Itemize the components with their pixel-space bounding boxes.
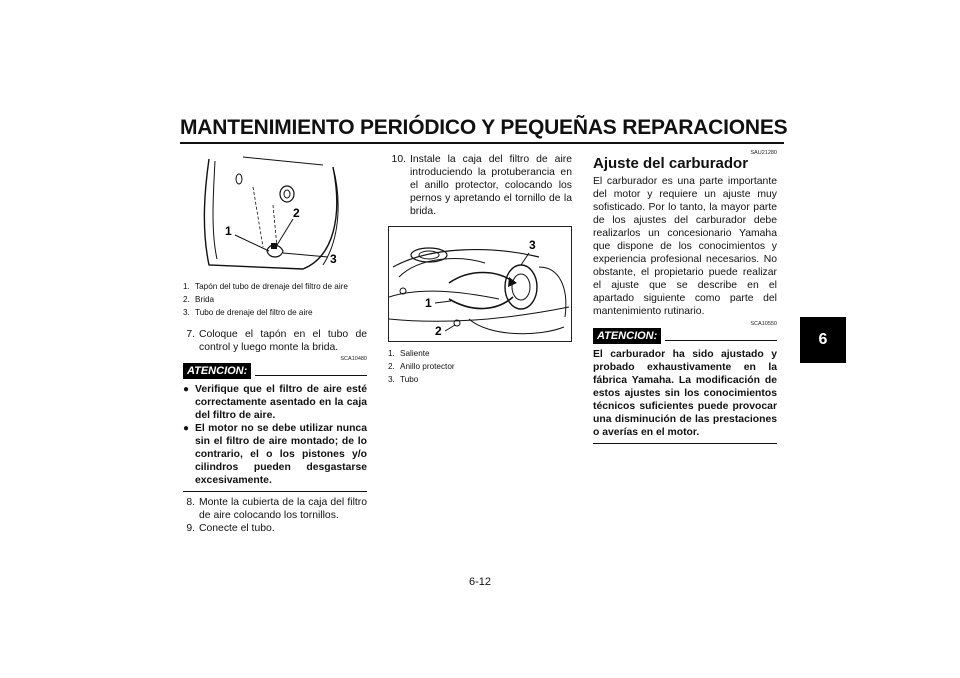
step-9: 9. Conecte el tubo. [186, 523, 275, 534]
callout-1: 1 [425, 296, 432, 310]
callout-3: 3 [529, 238, 536, 252]
callout-2: 2 [435, 324, 442, 338]
attention-end-rule [183, 491, 367, 492]
callout-2: 2 [293, 206, 300, 220]
attention-bullet: ● El motor no se debe utilizar nunca sin el filtro de aire montado; de lo contrario, el o los pistones y/o cilindros pueden desgastarse excesivamente. [183, 423, 367, 486]
attention-bullet: ● Verifique que el filtro de aire esté correctamente asentado en la caja del filtro de aire. [183, 384, 367, 421]
bullet-icon: ● [183, 423, 190, 434]
attention-code: SCA10550 [750, 321, 777, 327]
page-header-title: MANTENIMIENTO PERIÓDICO Y PEQUEÑAS REPARACIONES [180, 116, 788, 139]
chapter-tab: 6 [800, 317, 846, 363]
figure-legend [183, 280, 367, 319]
legend-item: 2. Brida [183, 295, 215, 304]
legend-item: 1. Tapón del tubo de drenaje del filtro de aire [183, 282, 348, 291]
attention-header [593, 327, 777, 344]
figure-air-filter-drain [183, 147, 367, 319]
callout-3: 3 [330, 252, 337, 266]
page-number: 6-12 [468, 576, 492, 588]
section-code: SAU21280 [750, 150, 777, 156]
step-10: 10. Instale la caja del filtro de aire introduciendo la protuberancia en el anillo protector, colocando los pernos y apretando el tornillo de la brida. [391, 154, 572, 217]
legend-item: 1. Saliente [388, 349, 430, 358]
legend-item: 3. Tubo de drenaje del filtro de aire [183, 308, 313, 317]
callout-1: 1 [225, 224, 232, 238]
attention-end-rule [593, 443, 777, 444]
attention-body: El carburador ha sido ajustado y probado exhaustivamente en la fábrica Yamaha. La modificación de estos ajustes sin los conocimientos técnicos suficientes puede provocar una disminución de las prestaciones o averías en el motor. [593, 349, 777, 438]
figure-frame [388, 226, 572, 342]
attention-code: SCA10480 [340, 356, 367, 362]
air-box-install-illustration [389, 227, 572, 342]
legend-item: 2. Anillo protector [388, 362, 455, 371]
column-left [183, 147, 367, 535]
section-title: Ajuste del carburador [593, 155, 749, 172]
attention-label: ATENCION: [593, 328, 661, 344]
column-middle [388, 147, 572, 386]
air-filter-drain-illustration [183, 147, 367, 275]
attention-body [183, 383, 367, 487]
attention-rule [255, 375, 367, 376]
legend-item: 3. Tubo [388, 375, 419, 384]
step-7: 7. Coloque el tapón en el tubo de control y luego monte la brida. [186, 329, 367, 353]
bullet-icon: ● [183, 384, 190, 395]
section-paragraph: El carburador es una parte importante del motor y requiere un ajuste muy sofisticado. Por lo tanto, la mayor parte de los ajustes del carburador debe realizarlos un concesionario Yamaha que dispone de los conocimientos y experiencia profesional necesarios. No obstante, el propietario puede realizar el ajuste que se describe en el apartado siguiente como parte del mantenimiento rutinario. [593, 176, 777, 317]
attention-label: ATENCION: [183, 363, 251, 379]
figure-air-box-install [388, 226, 572, 386]
column-right [593, 150, 777, 444]
header-rule [180, 142, 784, 144]
attention-rule [665, 340, 777, 341]
figure-frame [183, 147, 367, 275]
figure-legend [388, 347, 572, 386]
step-8: 8. Monte la cubierta de la caja del filtro de aire colocando los tornillos. [186, 497, 367, 521]
attention-header [183, 362, 367, 379]
